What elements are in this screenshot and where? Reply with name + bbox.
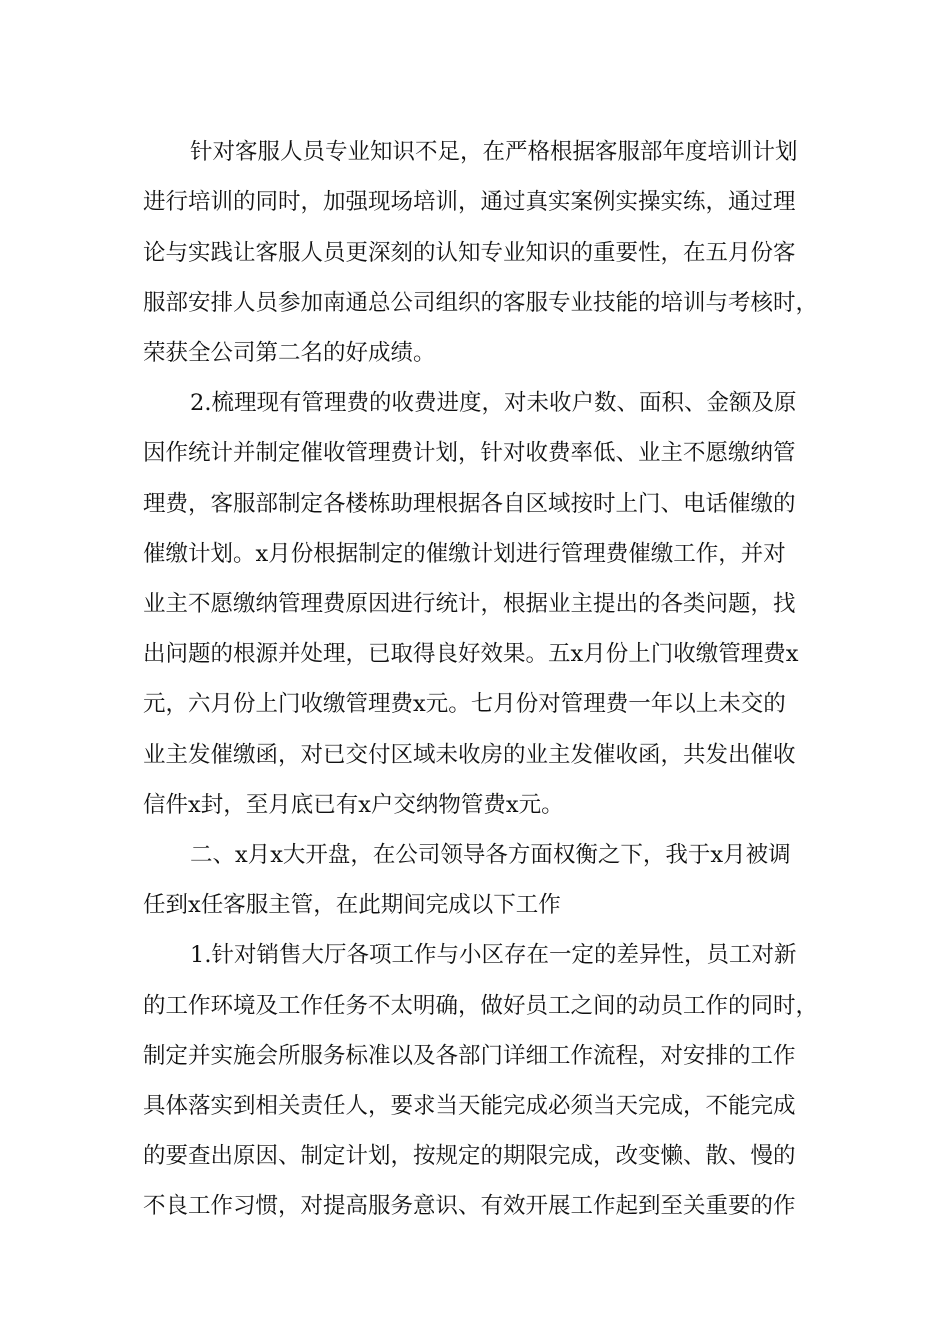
text-line: 任到x任客服主管，在此期间完成以下工作 [143,892,561,918]
text-line: 信件x封，至月底已有x户交纳物管费x元。 [143,792,564,818]
text-line: 出问题的根源并处理，已取得良好效果。五x月份上门收缴管理费x [143,641,799,667]
text-line: 的工作环境及工作任务不太明确，做好员工之间的动员工作的同时， [143,993,819,1019]
text-line: 进行培训的同时，加强现场培训，通过真实案例实操实练，通过理 [143,189,796,215]
text-line: 二、x月x大开盘，在公司领导各方面权衡之下，我于x月被调 [190,842,791,868]
text-line: 具体落实到相关责任人，要求当天能完成必须当天完成，不能完成 [143,1093,796,1119]
text-line: 业主不愿缴纳管理费原因进行统计，根据业主提出的各类问题，找 [143,591,796,617]
text-line: 制定并实施会所服务标准以及各部门详细工作流程，对安排的工作 [143,1043,796,1069]
text-line: 不良工作习惯，对提高服务意识、有效开展工作起到至关重要的作 [143,1193,796,1219]
text-line: 论与实践让客服人员更深刻的认知专业知识的重要性，在五月份客 [143,240,796,266]
text-line: 理费，客服部制定各楼栋助理根据各自区域按时上门、电话催缴的 [143,491,796,517]
text-line: 2.梳理现有管理费的收费进度，对未收户数、面积、金额及原 [190,390,797,416]
text-line: 针对客服人员专业知识不足，在严格根据客服部年度培训计划 [190,139,798,165]
text-line: 荣获全公司第二名的好成绩。 [143,340,436,366]
text-line: 催缴计划。x月份根据制定的催缴计划进行管理费催缴工作，并对 [143,541,786,567]
text-line: 因作统计并制定催收管理费计划，针对收费率低、业主不愿缴纳管 [143,440,796,466]
text-line: 业主发催缴函，对已交付区域未收房的业主发催收函，共发出催收 [143,742,796,768]
text-line: 元，六月份上门收缴管理费x元。七月份对管理费一年以上未交的 [143,691,786,717]
text-line: 的要查出原因、制定计划，按规定的期限完成，改变懒、散、慢的 [143,1143,796,1169]
text-line: 1.针对销售大厅各项工作与小区存在一定的差异性，员工对新 [190,942,797,968]
text-line: 服部安排人员参加南通总公司组织的客服专业技能的培训与考核时， [143,290,819,316]
